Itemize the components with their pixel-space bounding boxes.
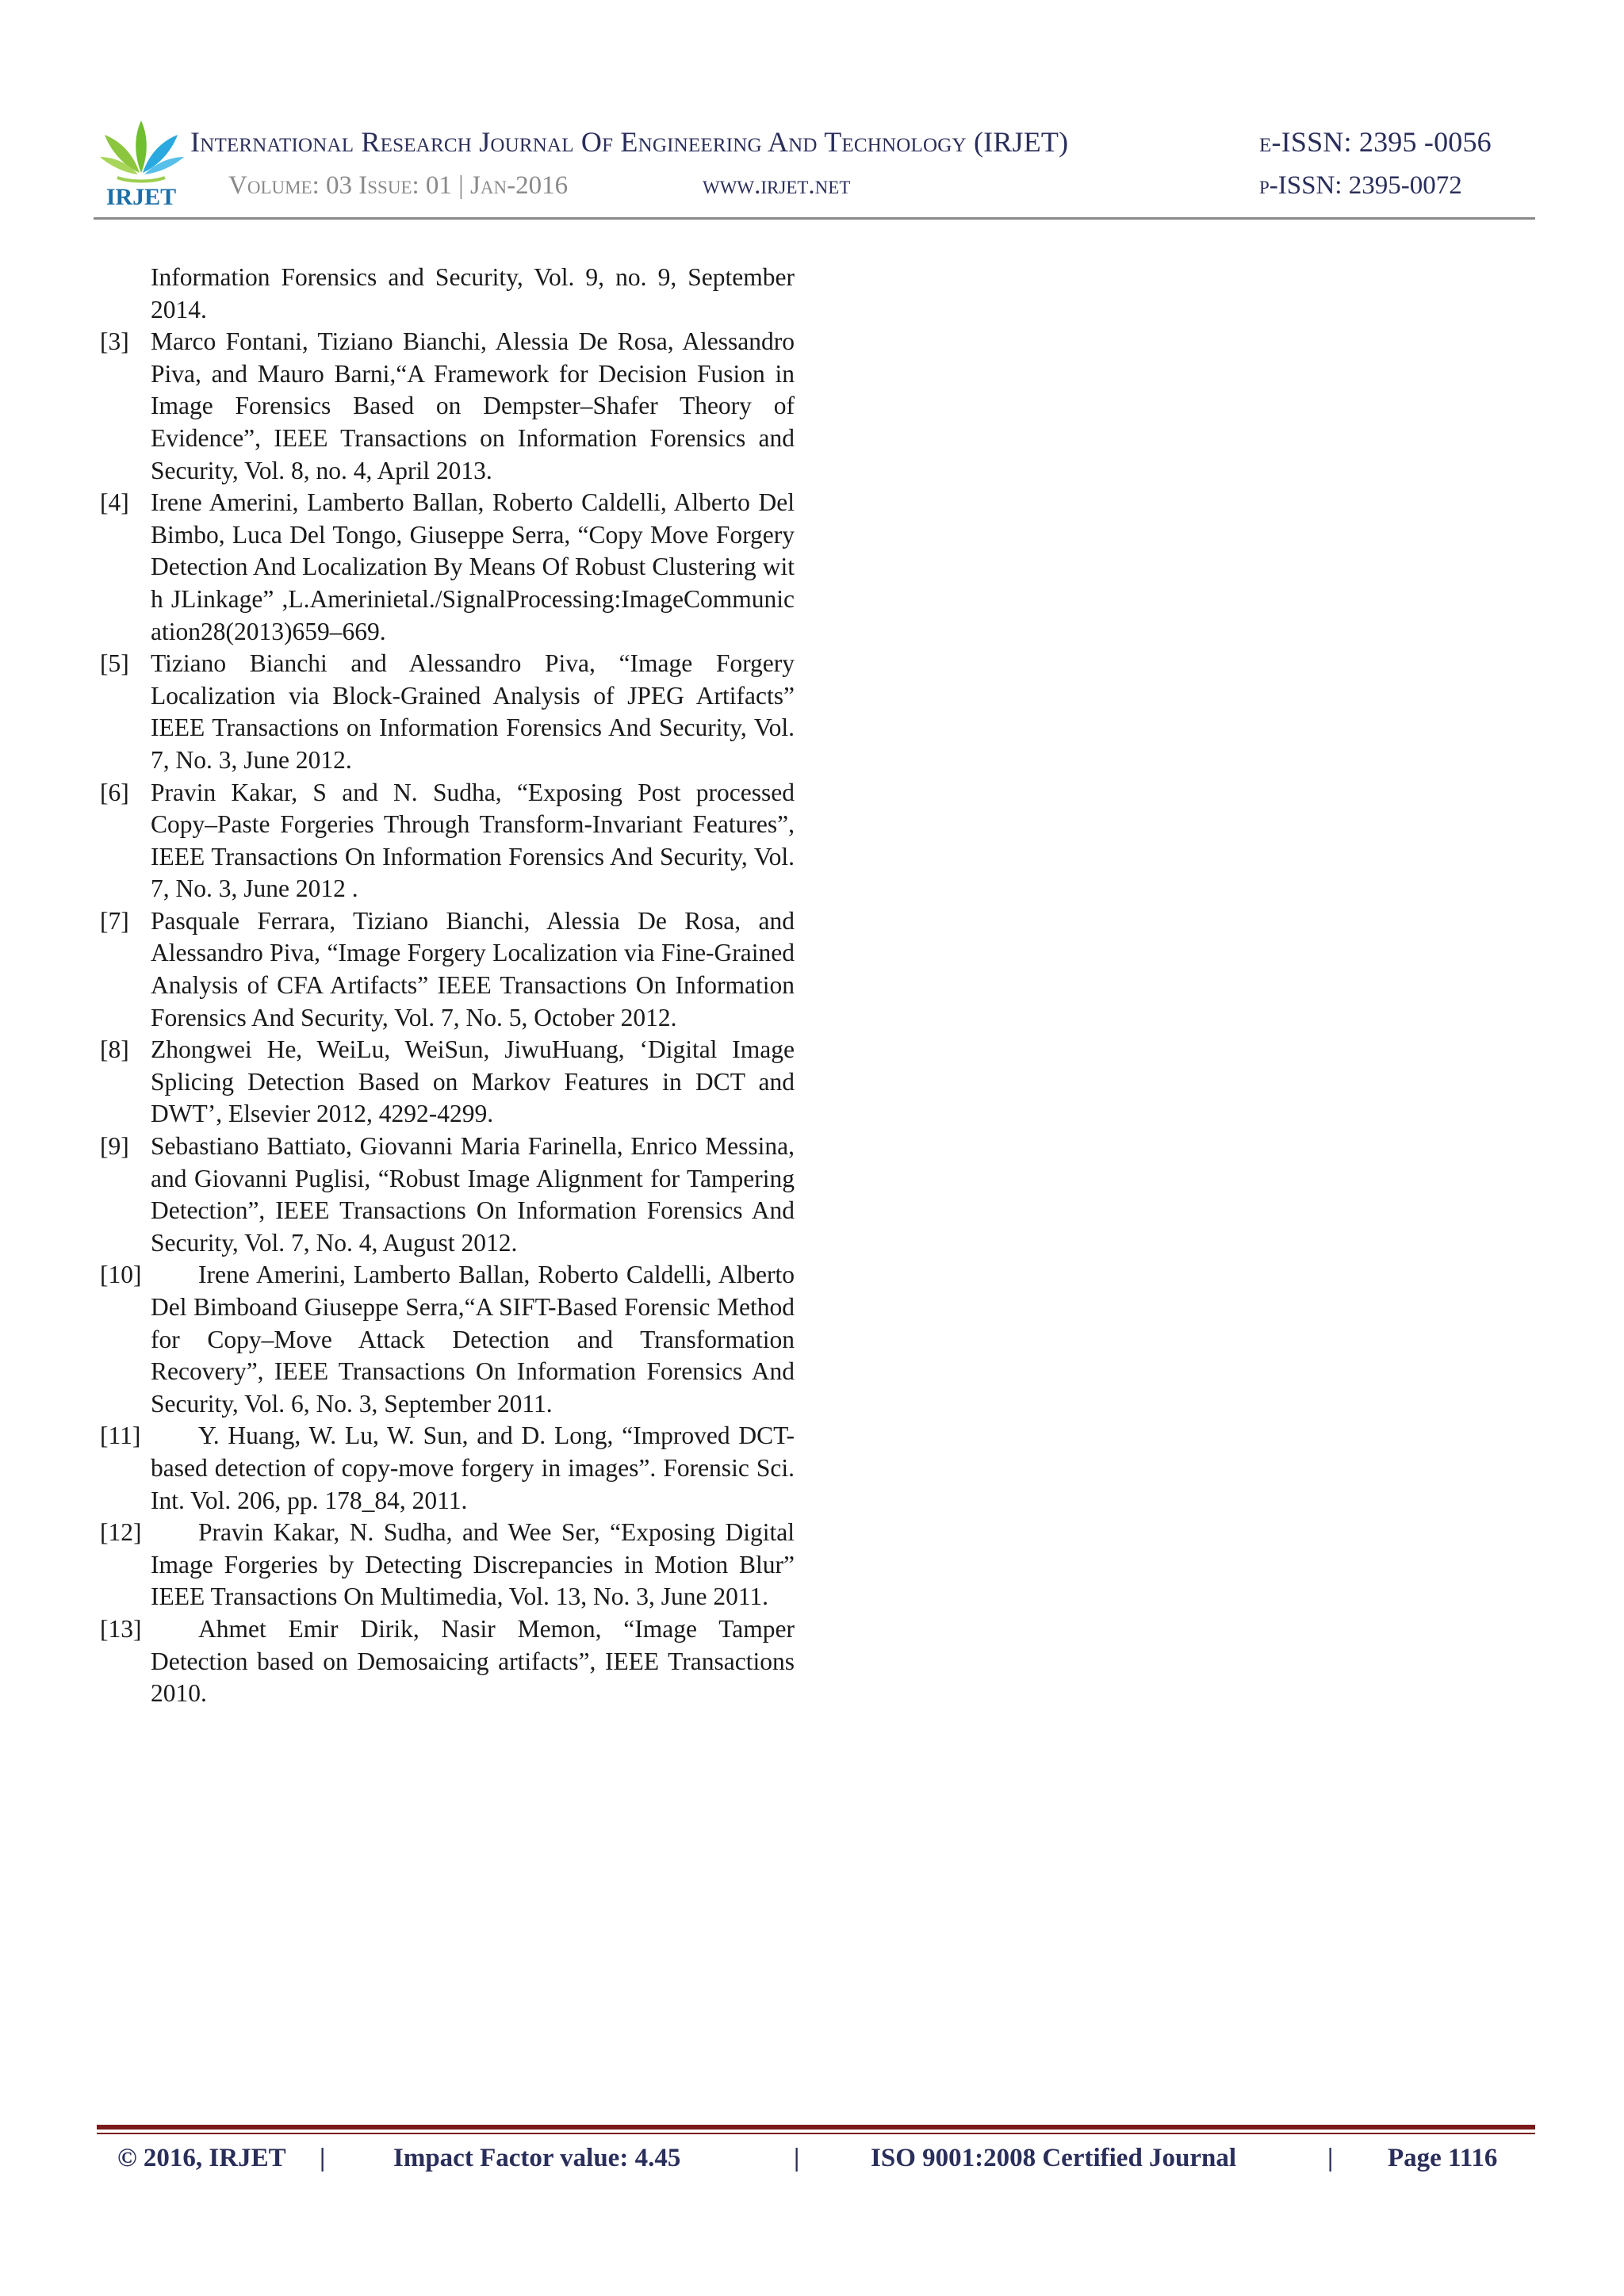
- reference-item: [100, 905, 795, 1034]
- reference-text: Zhongwei He, WeiLu, WeiSun, JiwuHuang, ‘Digital Image Splicing Detection Based on Markov Features in DCT and DWT’, Elsevier 2012, 4292-4299.: [151, 1035, 795, 1128]
- reference-number: [12]: [100, 1518, 142, 1547]
- reference-item: [100, 1420, 795, 1517]
- footer-divider-thick: [97, 2125, 1535, 2130]
- reference-text: Pravin Kakar, S and N. Sudha, “Exposing Post processed Copy–Paste Forgeries Through Transform-Invariant Features”, IEEE Transactions On Information Forensics And Security, Vol. 7, No. 3, June 2012 .: [151, 778, 795, 903]
- footer-copyright: © 2016, IRJET: [117, 2144, 286, 2172]
- reference-item: [100, 777, 795, 905]
- page-footer: [117, 2144, 1513, 2182]
- logo-text: IRJET: [105, 184, 177, 210]
- reference-number: [10]: [100, 1261, 142, 1289]
- volume-issue: Volume: 03 Issue: 01 | Jan-2016: [228, 171, 569, 200]
- footer-divider-thin: [97, 2133, 1535, 2134]
- reference-number: [4]: [100, 488, 129, 517]
- reference-text: Information Forensics and Security, Vol. 9, no. 9, September 2014.: [151, 263, 795, 323]
- footer-page-number: Page 1116: [1388, 2144, 1498, 2172]
- p-issn: p-ISSN: 2395-0072: [1259, 171, 1462, 200]
- journal-website[interactable]: www.irjet.net: [703, 171, 851, 200]
- reference-number: [7]: [100, 906, 129, 935]
- reference-text: Pasquale Ferrara, Tiziano Bianchi, Alessia De Rosa, and Alessandro Piva, “Image Forgery Localization via Fine-Grained Analysis of CFA Artifacts” IEEE Transactions On Information Forensics And Security, Vol. 7, No. 5, October 2012.: [151, 906, 795, 1031]
- header-row-top: [190, 125, 1491, 165]
- reference-number: [3]: [100, 327, 129, 356]
- reference-item: [100, 262, 795, 326]
- references-list: [100, 262, 795, 1710]
- reference-text: Y. Huang, W. Lu, W. Sun, and D. Long, “Improved DCT-based detection of copy-move forgery in images”. Forensic Sci. Int. Vol. 206, pp. 178_84, 2011.: [151, 1422, 795, 1514]
- reference-item: [100, 326, 795, 487]
- reference-number: [13]: [100, 1614, 142, 1643]
- reference-item: [100, 1517, 795, 1613]
- reference-text: Irene Amerini, Lamberto Ballan, Roberto Caldelli, Alberto Del Bimboand Giuseppe Serra,“A SIFT-Based Forensic Method for Copy–Move Attack Detection and Transformation Recovery”, IEEE Transactions On Information Forensics And Security, Vol. 6, No. 3, September 2011.: [151, 1261, 795, 1418]
- reference-text: Pravin Kakar, N. Sudha, and Wee Ser, “Exposing Digital Image Forgeries by Detecting Discrepancies in Motion Blur” IEEE Transactions On Multimedia, Vol. 13, No. 3, June 2011.: [151, 1518, 795, 1611]
- reference-number: [5]: [100, 649, 129, 678]
- footer-separator: |: [320, 2144, 326, 2172]
- reference-text: Tiziano Bianchi and Alessandro Piva, “Image Forgery Localization via Block-Grained Analysis of JPEG Artifacts” IEEE Transactions on Information Forensics And Security, Vol. 7, No. 3, June 2012.: [151, 649, 795, 774]
- reference-item: [100, 648, 795, 776]
- reference-number: [9]: [100, 1132, 129, 1161]
- footer-impact-factor: Impact Factor value: 4.45: [393, 2144, 681, 2172]
- footer-separator: |: [1327, 2144, 1334, 2172]
- reference-text: Ahmet Emir Dirik, Nasir Memon, “Image Tamper Detection based on Demosaicing artifacts”, IEEE Transactions 2010.: [151, 1614, 795, 1708]
- header-divider: [94, 217, 1535, 220]
- reference-item: [100, 487, 795, 648]
- e-issn: e-ISSN: 2395 -0056: [1259, 126, 1492, 158]
- reference-item: [100, 1131, 795, 1259]
- footer-iso-certification: ISO 9001:2008 Certified Journal: [871, 2144, 1237, 2172]
- journal-title: International Research Journal Of Engineering And Technology (IRJET): [190, 126, 1069, 158]
- reference-number: [6]: [100, 778, 129, 806]
- reference-item: [100, 1613, 795, 1710]
- reference-number: [8]: [100, 1035, 129, 1064]
- footer-separator: |: [794, 2144, 800, 2172]
- reference-number: [11]: [100, 1422, 141, 1450]
- header-row-bottom: [228, 171, 1497, 206]
- journal-logo: [94, 117, 189, 211]
- reference-text: Marco Fontani, Tiziano Bianchi, Alessia De Rosa, Alessandro Piva, and Mauro Barni,“A Framework for Decision Fusion in Image Forensics Based on Dempster–Shafer Theory of Evidence”, IEEE Transactions on Information Forensics and Security, Vol. 8, no. 4, April 2013.: [151, 327, 795, 484]
- reference-item: [100, 1034, 795, 1131]
- reference-text: Sebastiano Battiato, Giovanni Maria Farinella, Enrico Messina, and Giovanni Puglisi, “Robust Image Alignment for Tampering Detection”, IEEE Transactions On Information Forensics And Security, Vol. 7, No. 4, August 2012.: [151, 1132, 795, 1257]
- reference-text: Irene Amerini, Lamberto Ballan, Roberto Caldelli, Alberto DelBimbo, Luca Del Tongo, Giuseppe Serra, “Copy Move Forgery Detection And Localization By Means Of Robust Clustering with JLinkage” ,L.Amerinietal./SignalProcessing:ImageCommunication28(2013)659–669.: [151, 488, 795, 645]
- logo-leaves-icon: [94, 117, 189, 211]
- reference-item: [100, 1259, 795, 1420]
